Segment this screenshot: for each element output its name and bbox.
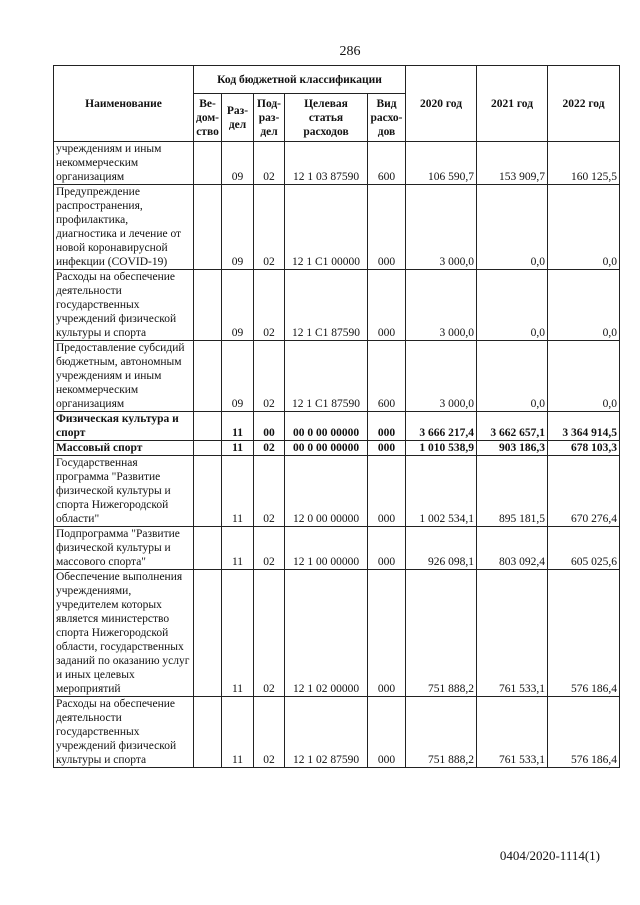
row-vid: 000 <box>368 185 406 270</box>
row-value-2020: 106 590,7 <box>406 142 477 185</box>
row-vid: 000 <box>368 527 406 570</box>
row-podrazdel: 02 <box>254 441 285 456</box>
row-name: Предупреждение распространения, профилактика, диагностика и лечение от новой коронавирусной инфекции (COVID-19) <box>54 185 194 270</box>
row-vedomstvo <box>194 341 222 412</box>
row-podrazdel: 02 <box>254 142 285 185</box>
row-name: Расходы на обеспечение деятельности государственных учреждений физической культуры и спорта <box>54 270 194 341</box>
row-value-2022: 678 103,3 <box>548 441 620 456</box>
row-value-2020: 926 098,1 <box>406 527 477 570</box>
row-target: 12 1 02 00000 <box>285 570 368 697</box>
row-razdel: 09 <box>222 341 254 412</box>
row-name: Подпрограмма "Развитие физической культуры и массового спорта" <box>54 527 194 570</box>
row-value-2021: 803 092,4 <box>477 527 548 570</box>
row-name: Предоставление субсидий бюджетным, автономным учреждениям и иным некоммерческим организациям <box>54 341 194 412</box>
row-vid: 000 <box>368 270 406 341</box>
header-2021: 2021 год <box>477 66 548 142</box>
row-podrazdel: 02 <box>254 697 285 768</box>
row-razdel: 11 <box>222 441 254 456</box>
row-target: 12 1 00 00000 <box>285 527 368 570</box>
row-name: Обеспечение выполнения учреждениями, учредителем которых является министерство спорта Нижегородской области, государственных заданий по оказанию услуг и иных целевых мероприятий <box>54 570 194 697</box>
row-vid: 000 <box>368 570 406 697</box>
row-value-2021: 153 909,7 <box>477 142 548 185</box>
budget-table <box>53 65 620 768</box>
row-podrazdel: 02 <box>254 570 285 697</box>
row-razdel: 11 <box>222 570 254 697</box>
row-vedomstvo <box>194 441 222 456</box>
table-row <box>54 570 620 697</box>
row-value-2022: 670 276,4 <box>548 456 620 527</box>
row-value-2021: 895 181,5 <box>477 456 548 527</box>
row-value-2021: 761 533,1 <box>477 570 548 697</box>
row-value-2021: 0,0 <box>477 270 548 341</box>
row-vedomstvo <box>194 142 222 185</box>
row-vid: 000 <box>368 441 406 456</box>
row-value-2020: 1 010 538,9 <box>406 441 477 456</box>
table-header <box>54 66 620 142</box>
row-vid: 000 <box>368 412 406 441</box>
row-vedomstvo <box>194 185 222 270</box>
row-value-2021: 0,0 <box>477 185 548 270</box>
table-row <box>54 527 620 570</box>
header-name: Наименование <box>54 66 194 142</box>
row-value-2022: 576 186,4 <box>548 570 620 697</box>
row-podrazdel: 02 <box>254 341 285 412</box>
row-vedomstvo <box>194 697 222 768</box>
row-podrazdel: 02 <box>254 270 285 341</box>
row-vedomstvo <box>194 456 222 527</box>
header-podrazdel: Под- раз- дел <box>254 94 285 142</box>
header-razdel: Раз- дел <box>222 94 254 142</box>
row-podrazdel: 02 <box>254 456 285 527</box>
row-target: 12 0 00 00000 <box>285 456 368 527</box>
row-razdel: 11 <box>222 456 254 527</box>
header-code-group: Код бюджетной классификации <box>194 66 406 94</box>
row-value-2021: 761 533,1 <box>477 697 548 768</box>
table-row <box>54 441 620 456</box>
table-row <box>54 697 620 768</box>
row-name: Расходы на обеспечение деятельности государственных учреждений физической культуры и спорта <box>54 697 194 768</box>
row-value-2022: 576 186,4 <box>548 697 620 768</box>
table-row <box>54 341 620 412</box>
row-value-2022: 160 125,5 <box>548 142 620 185</box>
row-vedomstvo <box>194 570 222 697</box>
row-target: 00 0 00 00000 <box>285 441 368 456</box>
row-vedomstvo <box>194 527 222 570</box>
row-vedomstvo <box>194 412 222 441</box>
header-2022: 2022 год <box>548 66 620 142</box>
row-razdel: 09 <box>222 142 254 185</box>
row-value-2022: 0,0 <box>548 341 620 412</box>
row-value-2020: 751 888,2 <box>406 570 477 697</box>
row-target: 12 1 03 87590 <box>285 142 368 185</box>
page-number: 286 <box>339 44 361 59</box>
row-name: учреждениям и иным некоммерческим организациям <box>54 142 194 185</box>
row-razdel: 09 <box>222 270 254 341</box>
row-podrazdel: 02 <box>254 527 285 570</box>
row-value-2022: 0,0 <box>548 185 620 270</box>
row-value-2020: 3 666 217,4 <box>406 412 477 441</box>
table-row <box>54 456 620 527</box>
header-vid: Вид расхо- дов <box>368 94 406 142</box>
row-value-2022: 0,0 <box>548 270 620 341</box>
row-name: Физическая культура и спорт <box>54 412 194 441</box>
row-vid: 000 <box>368 456 406 527</box>
table-row <box>54 185 620 270</box>
table-row <box>54 270 620 341</box>
row-target: 12 1 С1 87590 <box>285 341 368 412</box>
row-vid: 600 <box>368 142 406 185</box>
row-razdel: 09 <box>222 185 254 270</box>
table-body <box>54 142 620 768</box>
row-podrazdel: 02 <box>254 185 285 270</box>
row-razdel: 11 <box>222 527 254 570</box>
row-target: 12 1 С1 87590 <box>285 270 368 341</box>
row-target: 12 1 02 87590 <box>285 697 368 768</box>
row-value-2020: 751 888,2 <box>406 697 477 768</box>
table-row <box>54 142 620 185</box>
row-vedomstvo <box>194 270 222 341</box>
row-podrazdel: 00 <box>254 412 285 441</box>
row-value-2020: 1 002 534,1 <box>406 456 477 527</box>
row-vid: 000 <box>368 697 406 768</box>
row-value-2020: 3 000,0 <box>406 341 477 412</box>
row-value-2021: 3 662 657,1 <box>477 412 548 441</box>
row-vid: 600 <box>368 341 406 412</box>
row-value-2021: 903 186,3 <box>477 441 548 456</box>
row-value-2022: 605 025,6 <box>548 527 620 570</box>
row-name: Государственная программа "Развитие физической культуры и спорта Нижегородской области" <box>54 456 194 527</box>
table-row <box>54 412 620 441</box>
row-target: 00 0 00 00000 <box>285 412 368 441</box>
row-name: Массовый спорт <box>54 441 194 456</box>
row-value-2020: 3 000,0 <box>406 270 477 341</box>
row-value-2020: 3 000,0 <box>406 185 477 270</box>
footer-code: 0404/2020-1114(1) <box>499 848 600 863</box>
row-value-2021: 0,0 <box>477 341 548 412</box>
row-razdel: 11 <box>222 697 254 768</box>
header-2020: 2020 год <box>406 66 477 142</box>
row-razdel: 11 <box>222 412 254 441</box>
header-target: Целевая статья расходов <box>285 94 368 142</box>
row-value-2022: 3 364 914,5 <box>548 412 620 441</box>
header-vedomstvo: Ве- дом- ство <box>194 94 222 142</box>
row-target: 12 1 С1 00000 <box>285 185 368 270</box>
